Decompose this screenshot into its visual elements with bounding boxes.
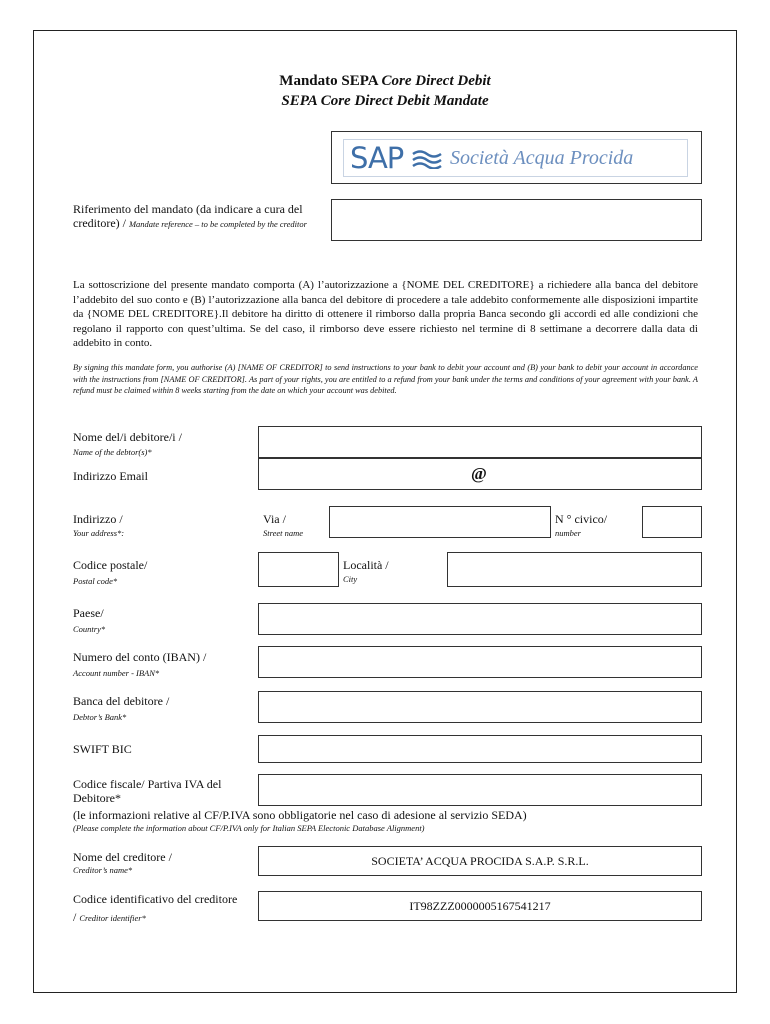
fiscal-note-it: (le informazioni relative al CF/P.IVA sono obbligatorie nel caso di adesione al servizio SEDA)	[73, 808, 527, 822]
iban-label-it: Numero del conto (IBAN) /	[73, 650, 207, 664]
postal-label-en: Postal code*	[73, 576, 118, 586]
debtor-name-label-en: Name of the debtor(s)*	[73, 447, 152, 457]
intro-en: By signing this mandate form, you authorise (A) [NAME OF CREDITOR] to send instructions to your bank to debit your account and (B) your bank to debit your account in accordance with the instructions from [NAME OF CREDITOR]. As part of your rights, you are entitled to a refund from your bank under the terms and conditions of your agreement with your bank. A refund must be claimed within 8 weeks starting from the date on which your account was debited.	[73, 363, 698, 395]
country-label-en: Country*	[73, 624, 106, 634]
country-input[interactable]	[258, 603, 702, 635]
creditor-name-value: SOCIETA’ ACQUA PROCIDA S.A.P. S.R.L.	[371, 854, 589, 868]
street-label-it: Via /	[263, 512, 286, 526]
creditor-id-field	[258, 891, 702, 921]
creditor-name-label	[73, 850, 172, 876]
creditor-name-label-en: Creditor’s name*	[73, 865, 133, 875]
mandate-ref-label-it: Riferimento del mandato (da indicare a cura del creditore) /	[73, 202, 303, 230]
civic-label-it: N ° civico/	[555, 512, 608, 526]
street-label	[263, 512, 303, 539]
email-label: Indirizzo Email	[73, 469, 148, 483]
civic-label	[555, 512, 607, 539]
intro-it: La sottoscrizione del presente mandato comporta (A) l’autorizzazione a {NOME DEL CREDITORE} a richiedere alla banca del debitore l’addebito del suo conto e (B) l’autorizzazione alla banca del debitore di procedere a tale addebito conformemente alle disposizioni impartite da {NOME DEL CREDITORE}.Il debitore ha diritto di ottenere il rimborso dalla propria Banca secondo gli accordi ed alle condizioni che regolano il rapporto con quest’ultima. Se del caso, il rimborso deve essere richiesto nel termine di 8 settimane a decorrere dalla data di addebito in conto.	[73, 279, 698, 349]
street-input[interactable]	[329, 506, 551, 538]
postal-label	[73, 558, 147, 587]
address-label-it: Indirizzo /	[73, 512, 123, 526]
street-label-en: Street name	[263, 528, 304, 538]
creditor-id-label-it: Codice identificativo del creditore	[73, 892, 238, 906]
mandate-ref-label-en: Mandate reference – to be completed by the creditor	[128, 219, 307, 229]
creditor-id-label	[73, 892, 258, 926]
fiscal-input[interactable]	[258, 774, 702, 806]
iban-input[interactable]	[258, 646, 702, 678]
iban-label-en: Account number - IBAN*	[73, 668, 160, 678]
title-italic: Core Direct Debit	[381, 73, 491, 89]
wave-icon	[412, 149, 442, 169]
debtor-name-input[interactable]	[258, 426, 702, 458]
address-label-en: Your address*:	[73, 528, 125, 538]
email-input[interactable]	[258, 458, 702, 490]
city-label-en: City	[343, 574, 358, 584]
iban-label	[73, 650, 206, 679]
fiscal-note-en: (Please complete the information about CF/P.IVA only for Italian SEPA Electonic Database Alignment)	[73, 823, 425, 833]
logo	[343, 139, 688, 177]
title-plain: Mandato SEPA	[279, 73, 382, 89]
at-icon: @	[471, 464, 487, 483]
bank-label	[73, 694, 169, 723]
title-line-1	[34, 72, 736, 90]
postal-input[interactable]	[258, 552, 339, 587]
mandate-ref-input[interactable]	[331, 199, 702, 241]
mandate-ref-label	[73, 202, 328, 230]
country-label-it: Paese/	[73, 606, 104, 620]
civic-input[interactable]	[642, 506, 702, 538]
bank-label-en: Debtor’s Bank*	[73, 712, 127, 722]
logo-brand: SAP	[350, 141, 404, 175]
creditor-id-slash: /	[73, 910, 80, 924]
bank-input[interactable]	[258, 691, 702, 723]
title-line-2: SEPA Core Direct Debit Mandate	[281, 93, 489, 109]
swift-label: SWIFT BIC	[73, 742, 132, 756]
fiscal-label: Codice fiscale/ Partiva IVA del Debitore*	[73, 777, 222, 805]
debtor-name-label	[73, 430, 273, 458]
bank-label-it: Banca del debitore /	[73, 694, 170, 708]
city-label	[343, 558, 389, 585]
address-label	[73, 512, 124, 539]
civic-label-en: number	[555, 528, 581, 538]
city-label-it: Località /	[343, 558, 389, 572]
city-input[interactable]	[447, 552, 702, 587]
logo-box	[331, 131, 702, 184]
creditor-id-value: IT98ZZZ0000005167541217	[409, 899, 551, 913]
creditor-name-field	[258, 846, 702, 876]
postal-label-it: Codice postale/	[73, 558, 148, 572]
debtor-name-label-it: Nome del/i debitore/i /	[73, 430, 182, 444]
logo-company: Società Acqua Procida	[450, 147, 634, 169]
mandate-form	[33, 30, 737, 993]
swift-input[interactable]	[258, 735, 702, 763]
country-label	[73, 606, 105, 635]
creditor-name-label-it: Nome del creditore /	[73, 850, 172, 864]
creditor-id-label-en: Creditor identifier*	[79, 913, 146, 923]
